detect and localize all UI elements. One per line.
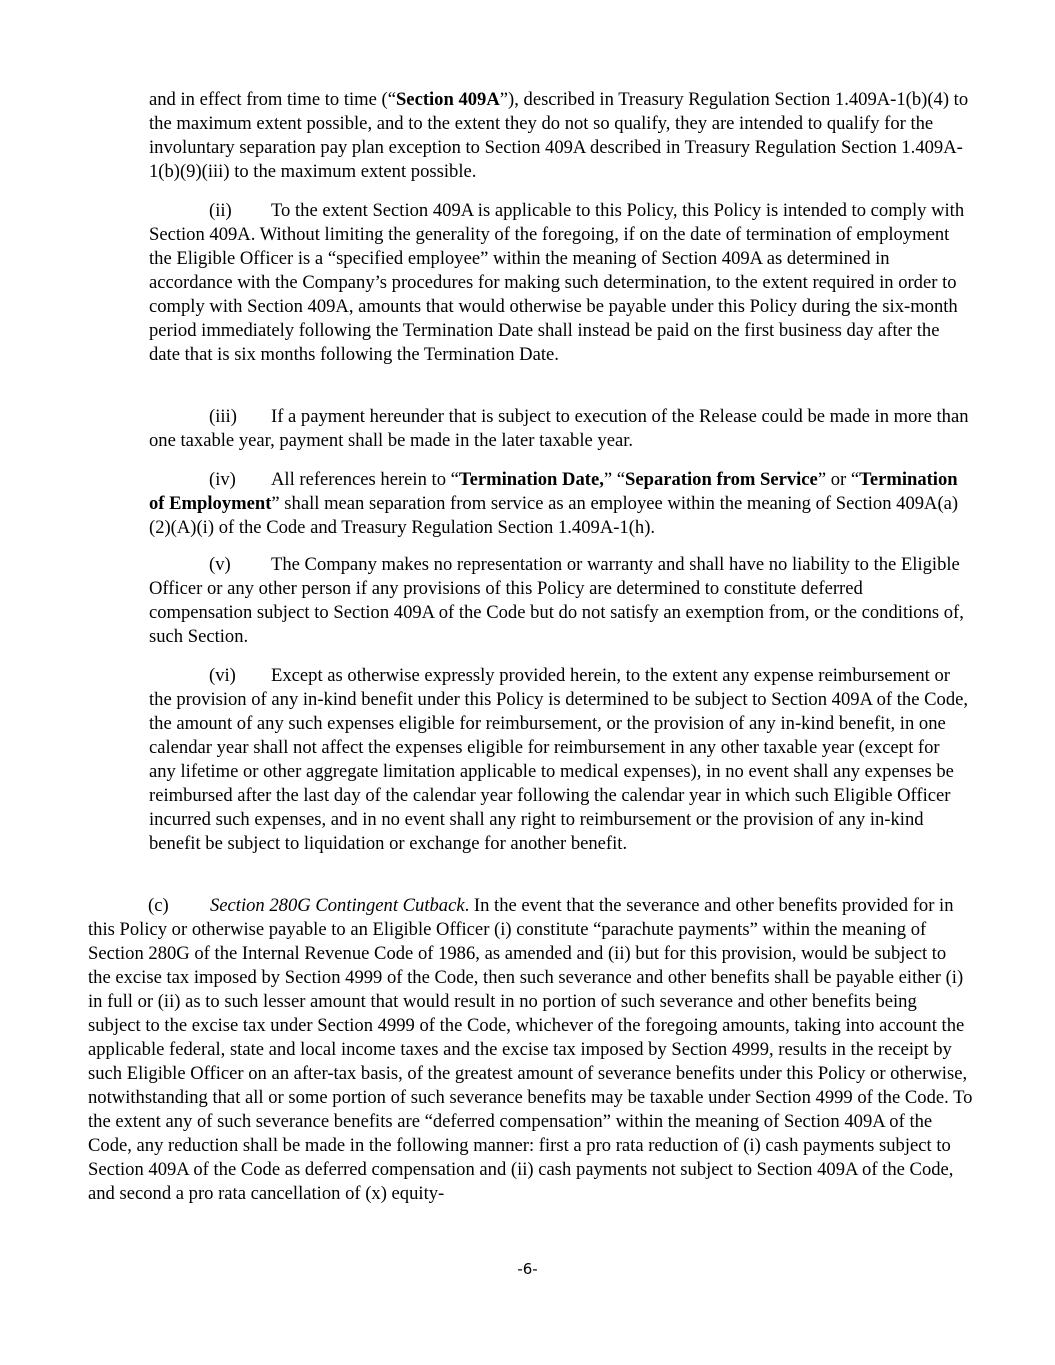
paragraph-number: (v): [209, 554, 231, 575]
paragraph-text: If a payment hereunder that is subject to execution of the Release could be made in more than one taxable year, payment shall be made in the later taxable year.: [149, 406, 969, 451]
paragraph-text: and in effect from time to time (“: [149, 89, 396, 110]
paragraph-number: (iii): [209, 406, 237, 427]
paragraph-c: [88, 894, 973, 1206]
section-heading: Section 280G Contingent Cutback: [210, 895, 465, 916]
paragraph-v: [149, 553, 969, 649]
paragraph-continuation: [149, 88, 969, 184]
paragraph-number: (c): [148, 895, 169, 916]
defined-term: Termination of Employment: [149, 469, 958, 514]
paragraph-text: All references herein to “: [271, 469, 459, 490]
paragraph-number: (vi): [209, 665, 236, 686]
paragraph-text: Except as otherwise expressly provided herein, to the extent any expense reimbursement or the provision of any in-kind benefit under this Policy is determined to be subject to Section 409A of the Code, the amount of any such expenses eligible for reimbursement, or the provision of any in-kind benefit, in one calendar year shall not affect the expenses eligible for reimbursement in any other taxable year (except for any lifetime or other aggregate limitation applicable to medical expenses), in no event shall any expenses be reimbursed after the last day of the calendar year following the calendar year in which such Eligible Officer incurred such expenses, and in no event shall any right to reimbursement or the provision of any in-kind benefit be subject to liquidation or exchange for another benefit.: [149, 665, 969, 854]
paragraph-number: (iv): [209, 469, 236, 490]
paragraph-number: (ii): [209, 200, 232, 221]
defined-term: Section 409A: [395, 89, 500, 110]
defined-term: Termination Date,: [458, 469, 604, 490]
paragraph-vi: [149, 664, 969, 856]
paragraph-ii: [149, 199, 969, 367]
paragraph-text: To the extent Section 409A is applicable to this Policy, this Policy is intended to comply with Section 409A. Without limiting the generality of the foregoing, if on the date of termination of employment the Eligible Officer is a “specified employee” within the meaning of Section 409A as determined in accordance with the Company’s procedures for making such determination, to the extent required in order to comply with Section 409A, amounts that would otherwise be payable under this Policy during the six-month period immediately following the Termination Date shall instead be paid on the first business day after the date that is six months following the Termination Date.: [149, 200, 965, 365]
paragraph-text: ”), described in Treasury Regulation Section 1.409A-1(b)(4) to the maximum extent possible, and to the extent they do not so qualify, they are intended to qualify for the involuntary separation pay plan exception to Section 409A described in Treasury Regulation Section 1.409A-1(b)(9)(iii) to the maximum extent possible.: [149, 89, 969, 182]
paragraph-text: The Company makes no representation or warranty and shall have no liability to the Eligible Officer or any other person if any provisions of this Policy are determined to constitute deferred compensation subject to Section 409A of the Code but do not satisfy an exemption from, or the conditions of, such Section.: [149, 554, 964, 647]
paragraph-text: ” shall mean separation from service as an employee within the meaning of Section 409A(a)(2)(A)(i) of the Code and Treasury Regulation Section 1.409A-1(h).: [149, 493, 959, 538]
paragraph-text: ” or “: [817, 469, 860, 490]
paragraph-iii: [149, 405, 969, 453]
paragraph-iv: [149, 468, 969, 540]
defined-term: Separation from Service: [625, 469, 818, 490]
page-number: -6-: [517, 1260, 538, 1278]
paragraph-text: ” “: [603, 469, 626, 490]
paragraph-text: . In the event that the severance and other benefits provided for in this Policy or otherwise payable to an Eligible Officer (i) constitute “parachute payments” within the meaning of Section 280G of the Internal Revenue Code of 1986, as amended and (ii) but for this provision, would be subject to the excise tax imposed by Section 4999 of the Code, then such severance and other benefits shall be payable either (i) in full or (ii) as to such lesser amount that would result in no portion of such severance and other benefits being subject to the excise tax under Section 4999 of the Code, whichever of the foregoing amounts, taking into account the applicable federal, state and local income taxes and the excise tax imposed by Section 4999, results in the receipt by such Eligible Officer on an after-tax basis, of the greatest amount of severance benefits under this Policy or otherwise, notwithstanding that all or some portion of such severance benefits may be taxable under Section 4999 of the Code. To the extent any of such severance benefits are “deferred compensation” within the meaning of Section 409A of the Code, any reduction shall be made in the following manner: first a pro rata reduction of (i) cash payments subject to Section 409A of the Code as deferred compensation and (ii) cash payments not subject to Section 409A of the Code, and second a pro rata cancellation of (x) equity-: [88, 895, 973, 1204]
